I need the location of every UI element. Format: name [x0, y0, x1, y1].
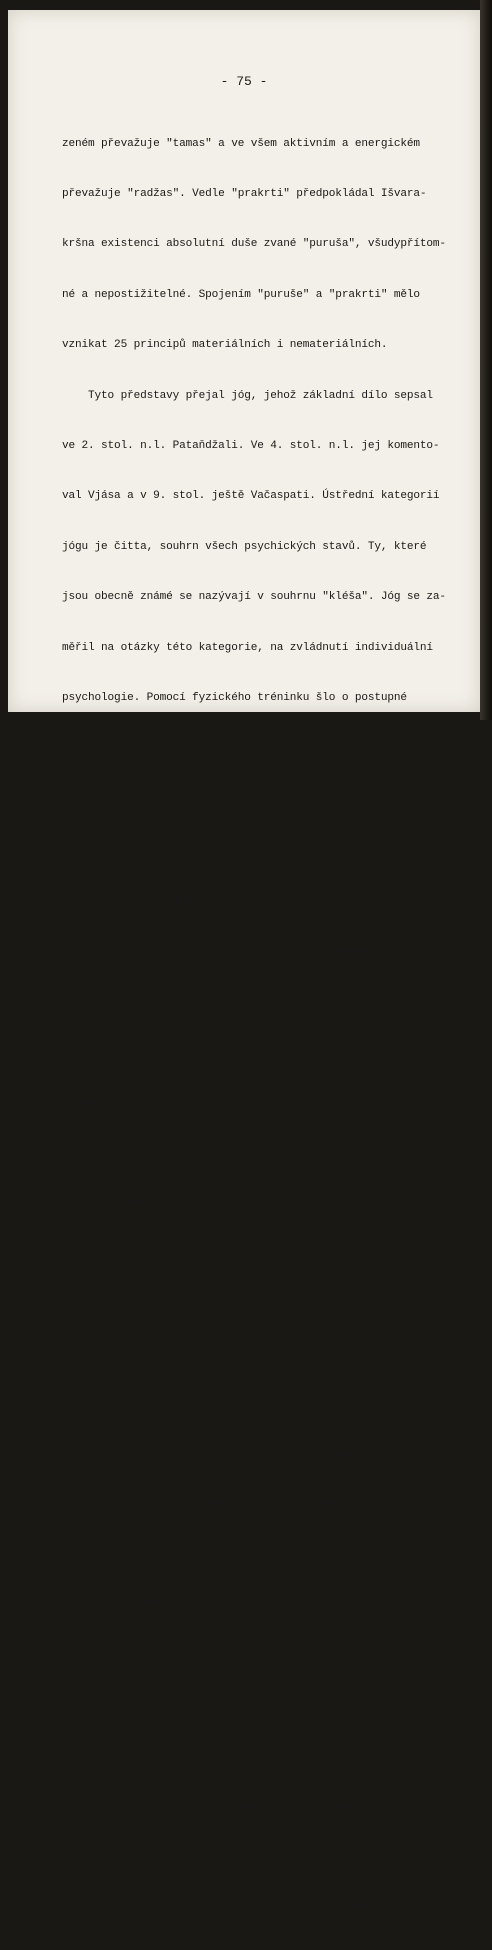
- text-line: patřila přeměna látek, tedy obdoba cílů pozdější evropské: [62, 1195, 433, 1208]
- text-line: jící "sílu" rostlinným součástem léků. Zajímavé je porovná-: [62, 1649, 446, 1662]
- text-line: Sloučeniny byly označovány "vedlejší kovy". V té době: [62, 1346, 433, 1359]
- text-line: psychologie. Pomocí fyzického tréninku šlo o postupné: [62, 691, 407, 704]
- text-line: bození od "kármánu" a "sánsáry".: [62, 994, 271, 1007]
- text-line: menec, arsenik; je zajímavé, že k "vedlejším kovům" byla: [62, 1498, 427, 1511]
- text-line: V současné době je v Indii nejrozšířenějším tradič-: [62, 1800, 420, 1813]
- text-line: počítána i síra nebo rtuť. Kovy se přidávaly do léků s cí-: [62, 1548, 440, 1561]
- text-line: filozofie". "Tantra" jsou spisy hinduistické sekty šaktů,: [62, 1095, 433, 1108]
- text-line: dýchání "ásána", ovládnutí izolace smyslů od vnějších vli-: [62, 792, 440, 805]
- text-line: měřil na otázky této kategorie, na zvládnutí individuální: [62, 641, 433, 654]
- text-line: převažuje "radžas". Vedle "prakrti" předpokládal Išvara-: [62, 187, 427, 200]
- text-line: V období 5. až 10. stol. n.l. se objevuje "tantrická: [62, 1044, 427, 1057]
- text-line: jógu je čitta, souhrn všech psychických stavů. Ty, které: [62, 540, 427, 553]
- document-page: [8, 10, 480, 1914]
- page-number: - 75 -: [220, 74, 268, 89]
- text-line: lem získání "bhasmů" čili jejich "umrtvené formy" předáva-: [62, 1598, 440, 1611]
- text-line: cín, olovo, zinek a železo.: [62, 1296, 238, 1309]
- text-line: né a nepostižitelné. Spojením "puruše" a "prakrti" mělo: [62, 288, 420, 301]
- text-line: olovnatý, síran železnatý, uhličitan zinečnatý, borax, ka-: [62, 1447, 440, 1460]
- text-line: člověka k absolutní bytosti "Išvara", což má umožnit osvo-: [62, 943, 440, 956]
- text-line: vů "pratjahara", koncentraci mysli "dharana" a konečně na-: [62, 843, 440, 856]
- text-line: zvládnutí těchto stupňů: sebeovládání "jama", ovládnutí: [62, 742, 420, 755]
- text-line: sloučeniny.: [62, 1750, 134, 1763]
- text-line: ním léčitelským systémem Ayurvéd. Podle názoru praktiků jde: [62, 1850, 446, 1863]
- text-line: ní s čínskou tradiční medicinou, užívající prakticky stejné: [62, 1699, 446, 1712]
- text-line: vození extase "samadhi". Zvládnutí všech stupňů mělo dovést: [62, 893, 446, 906]
- page-edge-shadow: [480, 0, 492, 720]
- text-line: val Vjása a v 9. stol. ještě Vačaspati. Ústřední kategorií: [62, 490, 440, 503]
- text-line: vznikat 25 principů materiálních i nemateriálních.: [62, 339, 388, 352]
- text-line: zeném převažuje "tamas" a ve všem aktivním a energickém: [62, 137, 420, 150]
- text-line: o soubor postupů založených na znalosti rostlin, minerálů: [62, 1901, 433, 1914]
- text-line: alchymie. Tantrici uznávali sedm kovů: zlato, stříbro, měď,: [62, 1246, 446, 1259]
- text-line: nejrozšířenějšími z nich byly síran měďnatý, kysličník: [62, 1397, 414, 1410]
- body-text: [62, 102, 462, 1950]
- text-line: Tyto představy přejal jóg, jehož základní dílo sepsal: [62, 389, 433, 402]
- text-line: ve 2. stol. n.l. Pataňdžali. Ve 4. stol. n.l. jej komento-: [62, 439, 440, 452]
- text-line: uctívajících manželku boha Šivy jménem Párvatí. Ke kultu: [62, 1145, 427, 1158]
- text-line: jsou obecně známé se nazývají v souhrnu "kléša". Jóg se za-: [62, 591, 446, 604]
- text-line: kršna existenci absolutní duše zvané "puruša", všudypřítom-: [62, 238, 446, 251]
